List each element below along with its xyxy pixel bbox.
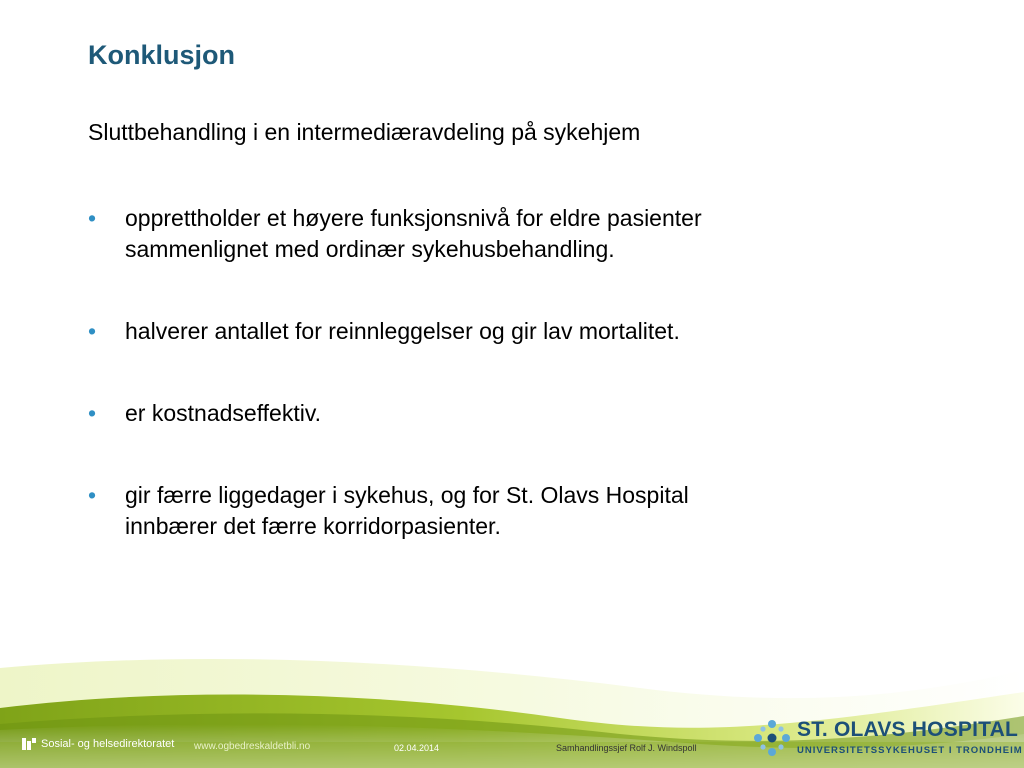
bullet-item	[88, 203, 988, 265]
directorate-logo	[22, 738, 174, 750]
bullet-text-line: gir færre liggedager i sykehus, og for St. Olavs Hospital	[125, 482, 689, 508]
slide-title: Konklusjon	[88, 40, 235, 70]
bullet-item	[88, 480, 988, 542]
hospital-cross-icon	[752, 718, 792, 758]
bullet-text-line: sammenlignet med ordinær sykehusbehandling.	[125, 236, 615, 262]
hospital-logo	[752, 714, 1022, 762]
slide-subtitle: Sluttbehandling i en intermediæravdeling på sykehjem	[88, 119, 641, 145]
bullet-marker: •	[88, 400, 97, 426]
directorate-icon	[22, 738, 36, 750]
footer-url: www.ogbedreskaldetbli.no	[194, 741, 311, 752]
bullet-list	[88, 203, 988, 593]
bullet-text-line: innbærer det færre korridorpasienter.	[125, 513, 501, 539]
bullet-marker: •	[88, 318, 97, 344]
directorate-name: Sosial- og helsedirektoratet	[41, 738, 175, 750]
bullet-item	[88, 316, 988, 347]
bullet-text-line: er kostnadseffektiv.	[125, 400, 322, 426]
bullet-marker: •	[88, 482, 97, 508]
footer-date: 02.04.2014	[394, 743, 440, 753]
hospital-subtitle: UNIVERSITETSSYKEHUSET I TRONDHEIM	[797, 745, 1023, 756]
bullet-text-line: opprettholder et høyere funksjonsnivå for eldre pasienter	[125, 205, 702, 231]
hospital-name: ST. OLAVS HOSPITAL	[797, 718, 1019, 741]
bullet-marker: •	[88, 205, 97, 231]
bullet-text-line: halverer antallet for reinnleggelser og gir lav mortalitet.	[125, 318, 680, 344]
bullet-item	[88, 398, 988, 429]
footer-author: Samhandlingssjef Rolf J. Windspoll	[556, 743, 697, 753]
